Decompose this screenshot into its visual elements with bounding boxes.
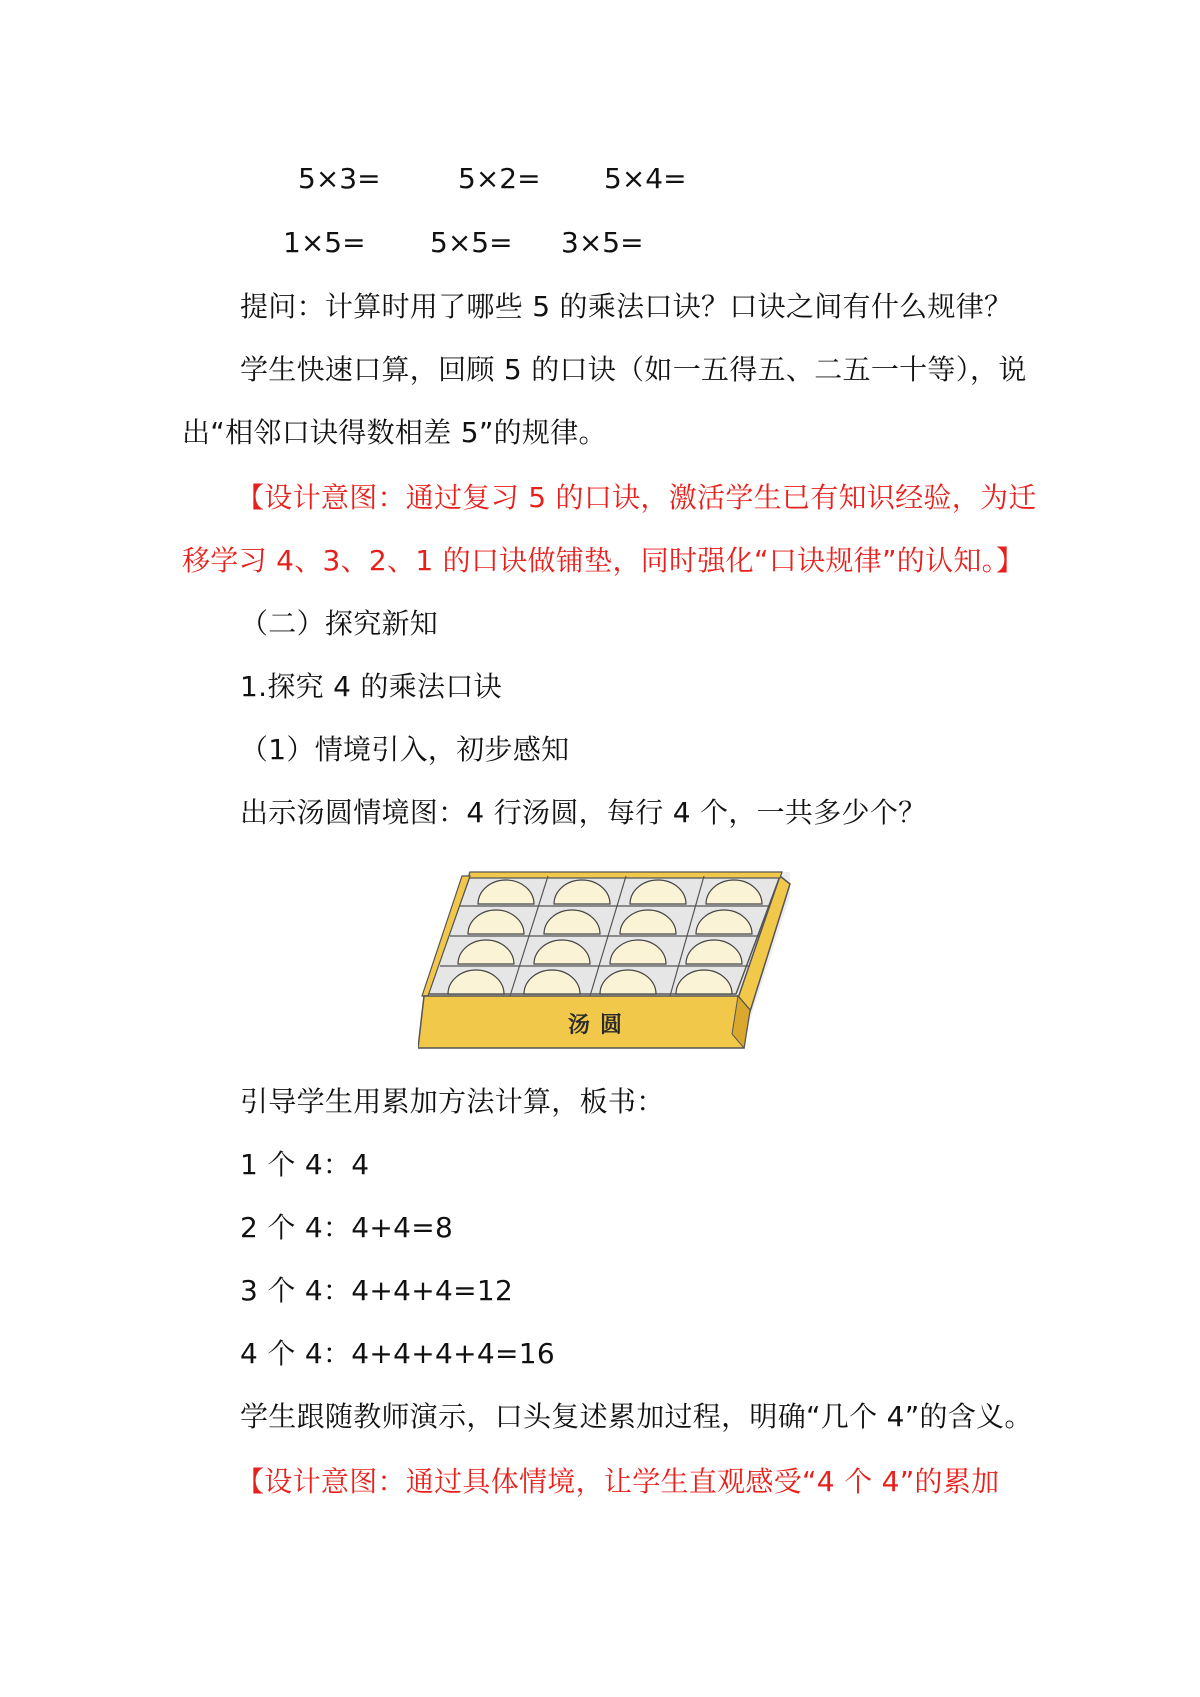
exercise-5x3: 5×3= xyxy=(298,162,381,195)
section-heading: （二）探究新知 xyxy=(240,607,439,640)
scenario-text: 出示汤圆情境图：4 行汤圆，每行 4 个，一共多少个？ xyxy=(240,796,927,829)
student-response-line-2: 出“相邻口诀得数相差 5”的规律。 xyxy=(182,416,607,449)
sum-4: 4 个 4：4+4+4+4=16 xyxy=(240,1337,555,1370)
subheading-scenario: （1）情境引入，初步感知 xyxy=(240,733,570,766)
subheading-4-table: 1.探究 4 的乘法口诀 xyxy=(240,670,502,703)
follow-text: 学生跟随教师演示，口头复述累加过程，明确“几个 4”的含义。 xyxy=(240,1400,1033,1433)
guide-text: 引导学生用累加方法计算，板书： xyxy=(240,1085,665,1118)
sum-1: 1 个 4：4 xyxy=(240,1148,370,1181)
sum-3: 3 个 4：4+4+4=12 xyxy=(240,1274,514,1307)
tangyuan-tray-illustration xyxy=(418,868,792,1054)
design-intent-2-line-1: 【设计意图：通过具体情境，让学生直观感受“4 个 4”的累加 xyxy=(236,1465,1000,1498)
exercise-1x5: 1×5= xyxy=(283,226,366,259)
student-response-line-1: 学生快速口算，回顾 5 的口诀（如一五得五、二五一十等），说 xyxy=(240,353,1027,386)
exercise-5x4: 5×4= xyxy=(604,162,687,195)
exercise-3x5: 3×5= xyxy=(561,226,644,259)
exercise-5x2: 5×2= xyxy=(458,162,541,195)
exercise-5x5: 5×5= xyxy=(430,226,513,259)
design-intent-1-line-2: 移学习 4、3、2、1 的口诀做铺垫，同时强化“口诀规律”的认知。】 xyxy=(182,544,1025,577)
question-text: 提问：计算时用了哪些 5 的乘法口诀？口诀之间有什么规律？ xyxy=(240,290,1013,323)
design-intent-1-line-1: 【设计意图：通过复习 5 的口诀，激活学生已有知识经验，为迁 xyxy=(236,481,1037,514)
tray-label: 汤圆 xyxy=(568,1012,633,1038)
sum-2: 2 个 4：4+4=8 xyxy=(240,1211,454,1244)
